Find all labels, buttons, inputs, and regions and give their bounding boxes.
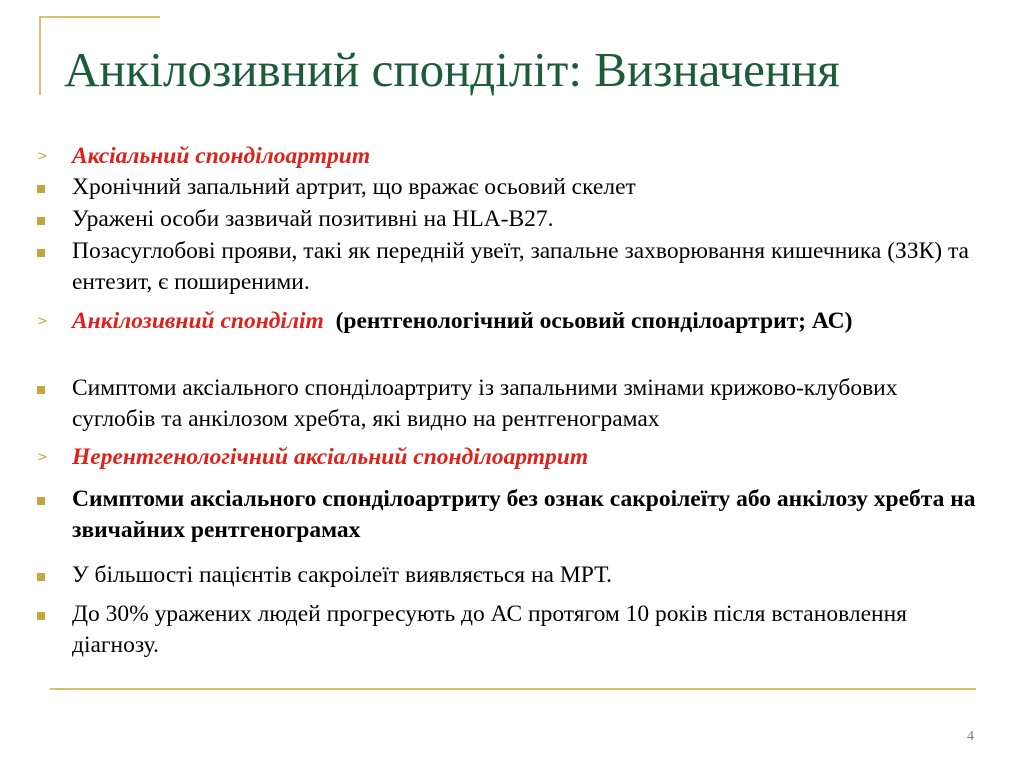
list-item-text: Нерентгенологічний аксіальний спонділоартрит — [72, 444, 589, 470]
page-number: 4 — [967, 729, 974, 744]
list-item-text: Уражені особи зазвичай позитивні на HLA-B27. — [72, 206, 554, 232]
list-item-text: Симптоми аксіального спонділоартриту без ознак сакроілеїту або анкілозу хребта на звичайних рентгенограмах — [72, 486, 976, 543]
list-item — [36, 204, 986, 235]
square-bullet-icon — [36, 560, 52, 591]
list-item-text: Аксіальний спонділоартрит — [72, 143, 371, 169]
list-item — [36, 599, 986, 661]
square-bullet-icon — [36, 236, 52, 267]
square-bullet-icon — [36, 484, 52, 515]
list-item — [36, 306, 986, 337]
list-item — [36, 484, 986, 546]
list-item-text: Хронічний запальний артрит, що вражає осьовий скелет — [72, 174, 636, 200]
list-item — [36, 373, 986, 435]
list-item-text: До 30% уражених людей прогресують до АС протягом 10 років після встановлення діагнозу. — [72, 601, 907, 658]
slide-title: Анкілозивний спонділіт: Визначення — [64, 42, 840, 97]
list-item-text: Симптоми аксіального спонділоартриту із запальними змінами крижово-клубових суглобів та анкілозом хребта, які видно на рентгенограмах — [72, 375, 898, 432]
list-item-text: У більшості пацієнтів сакроілеїт виявляється на МРТ. — [72, 562, 612, 588]
footer-rule — [50, 688, 976, 690]
square-bullet-icon — [36, 599, 52, 630]
list-item — [36, 560, 986, 591]
list-item-highlight: Анкілозивний спонділіт — [72, 308, 324, 334]
square-bullet-icon — [36, 172, 52, 203]
list-item — [36, 172, 986, 203]
square-bullet-icon — [36, 373, 52, 404]
list-item-text — [72, 306, 986, 337]
square-bullet-icon — [36, 204, 52, 235]
list-item-text: Позасуглобові прояви, такі як передній увеїт, запальне захворювання кишечника (ЗЗК) та ентезит, є поширеними. — [72, 238, 969, 295]
chevron-icon: > — [37, 450, 48, 465]
list-item — [36, 141, 986, 172]
list-item-bold-text: (рентгенологічний осьовий спонділоартрит; АС) — [335, 308, 853, 334]
list-item — [36, 236, 986, 298]
chevron-icon: > — [37, 149, 48, 164]
list-item — [36, 442, 986, 473]
chevron-icon: > — [37, 314, 48, 329]
